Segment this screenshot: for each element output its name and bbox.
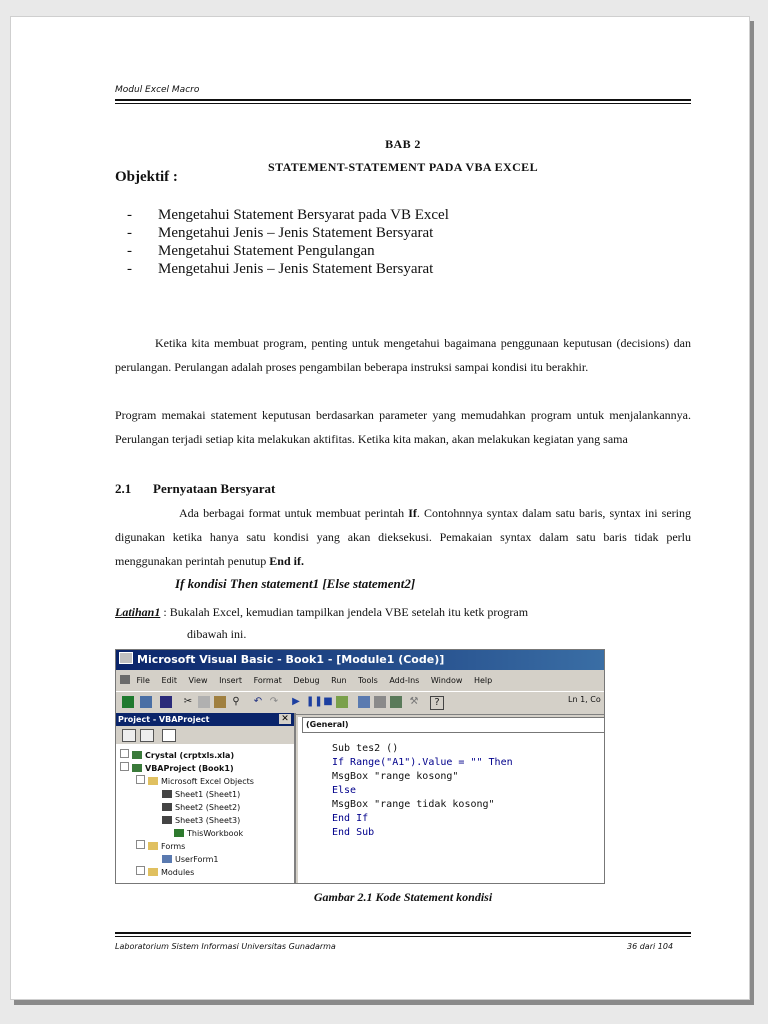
reset-icon[interactable]: ■ [323,696,333,707]
tree-item[interactable]: Microsoft Excel Objects [116,775,294,788]
menu-item-insert[interactable]: Insert [219,676,243,685]
folder-icon [148,842,158,850]
undo-icon[interactable]: ↶ [253,696,263,707]
vbe-toolbar [116,691,604,715]
cut-icon[interactable]: ✂ [183,696,193,707]
collapse-icon[interactable] [136,866,145,875]
intro-paragraph-1: Ketika kita membuat program, penting untuk mengetahui bagaimana penggunaan keputusan (decisions) dan perulangan. Perulangan adalah proses pengambilan beberapa instruksi sampai kondisi itu berakhir. [115,336,691,374]
vbe-menubar [116,671,604,690]
toolbox-icon[interactable]: ⚒ [409,696,419,707]
sheet-icon [162,790,172,798]
syntax-formula: If kondisi Then statement1 [Else statement2] [175,576,416,591]
object-browser-icon[interactable] [390,696,402,708]
code-line[interactable]: Else [332,785,357,796]
excel-icon [120,675,130,684]
chapter-number: BAB 2 [385,137,421,151]
project-icon [132,751,142,759]
run-icon[interactable]: ▶ [292,696,300,707]
paste-icon[interactable] [214,696,226,708]
find-icon[interactable]: ⚲ [232,696,240,707]
menu-item-debug[interactable]: Debug [293,676,320,685]
vbe-titlebar: Microsoft Visual Basic - Book1 - [Module1 (Code)] [116,650,604,670]
objektif-list [127,206,449,278]
section-heading: 2.1 Pernyataan Bersyarat [115,481,276,496]
menu-item-edit[interactable]: Edit [161,676,177,685]
list-item: - Mengetahui Jenis – Jenis Statement Bersyarat [127,225,434,241]
figure-caption: Gambar 2.1 Kode Statement kondisi [313,890,493,904]
menu-item-file[interactable]: File [136,676,150,685]
view-excel-icon[interactable] [122,696,134,708]
menu-item-tools[interactable]: Tools [358,676,378,685]
menu-item-format[interactable]: Format [253,676,282,685]
header-title: Modul Excel Macro [115,85,200,95]
tree-item[interactable]: Modules [116,866,294,879]
header-rule-thin [115,103,691,104]
code-line[interactable]: MsgBox "range tidak kosong" [332,799,495,810]
project-explorer-toolbar [116,726,294,744]
copy-icon[interactable] [198,696,210,708]
tree-item[interactable]: ThisWorkbook [116,827,294,840]
section-body: Ada berbagai format untuk membuat perintah If. Contohnnya syntax dalam satu baris, syntax ini sering digunakan ketika hanya satu kondisi yang akan dieksekusi. Pemakaian syntax dalam satu baris tidak perlu menggunakan perintah penutup End if. [115,506,692,568]
vb-app-icon [119,652,133,664]
collapse-icon[interactable] [136,775,145,784]
menu-item-help[interactable]: Help [473,676,493,685]
code-line[interactable]: End Sub [332,827,375,838]
document-page [10,16,750,1000]
view-code-icon[interactable] [122,729,136,742]
collapse-icon[interactable] [120,762,129,771]
collapse-icon[interactable] [136,840,145,849]
cursor-position: Ln 1, Co [568,695,601,704]
list-item: - Mengetahui Statement Bersyarat pada VB Excel [127,207,449,223]
objektif-heading: Objektif : [115,169,178,185]
footer-rule [115,932,691,934]
sheet-icon [162,803,172,811]
project-explorer-title: Project - VBAProject ✕ [116,713,294,726]
project-tree [116,744,294,879]
help-icon[interactable]: ? [430,696,444,710]
tree-item[interactable]: VBAProject (Book1) [116,762,294,775]
list-item: - Mengetahui Statement Pengulangan [127,243,375,259]
code-line[interactable]: Sub tes2 () [332,743,399,754]
footer-institution: Laboratorium Sistem Informasi Universitas Gunadarma [115,942,336,951]
page-number: 36 dari 104 [627,942,674,951]
code-line[interactable]: MsgBox "range kosong" [332,771,459,782]
menu-item-run[interactable]: Run [331,676,347,685]
tree-item[interactable]: UserForm1 [116,853,294,866]
object-dropdown[interactable]: (General) [302,717,605,733]
folder-icon [148,777,158,785]
project-icon [132,764,142,772]
footer-rule-thin [115,936,691,937]
form-icon [162,855,172,863]
header-rule [115,99,691,101]
break-icon[interactable]: ❚❚ [306,696,323,707]
folder-icon [148,868,158,876]
workbook-icon [174,829,184,837]
expand-icon[interactable] [120,749,129,758]
tree-item[interactable]: Sheet2 (Sheet2) [116,801,294,814]
tree-item[interactable]: Sheet3 (Sheet3) [116,814,294,827]
latihan-label: Latihan1 [115,605,161,619]
sheet-icon [162,816,172,824]
latihan-instruction: Latihan1 : Bukalah Excel, kemudian tampilkan jendela VBE setelah itu ketk program dibawah ini. [115,605,529,641]
properties-icon[interactable] [374,696,386,708]
menu-item-addins[interactable]: Add-Ins [389,676,420,685]
chapter-title: STATEMENT-STATEMENT PADA VBA EXCEL [268,160,538,174]
redo-icon[interactable]: ↷ [269,696,279,707]
tree-item[interactable]: Crystal (crptxls.xla) [116,749,294,762]
code-line[interactable]: End If [332,813,369,824]
code-window[interactable] [298,717,604,883]
project-explorer [116,713,296,883]
toggle-folders-icon[interactable] [162,729,176,742]
insert-userform-icon[interactable] [140,696,152,708]
tree-item[interactable]: Forms [116,840,294,853]
tree-item[interactable]: Sheet1 (Sheet1) [116,788,294,801]
view-object-icon[interactable] [140,729,154,742]
menu-item-window[interactable]: Window [430,676,463,685]
save-icon[interactable] [160,696,172,708]
list-item: - Mengetahui Jenis – Jenis Statement Bersyarat [127,261,434,277]
design-mode-icon[interactable] [336,696,348,708]
project-explorer-icon[interactable] [358,696,370,708]
menu-item-view[interactable]: View [188,676,208,685]
code-line[interactable]: If Range("A1").Value = "" Then [332,757,513,768]
vbe-screenshot [115,649,605,884]
intro-paragraph-2: Program memakai statement keputusan berdasarkan parameter yang memudahkan program untuk menjalankannya. Perulangan terjadi setiap kita melakukan aktifitas. Ketika kita makan, akan melakukan kegiatan yang sama [115,408,691,446]
close-icon[interactable]: ✕ [279,714,291,724]
